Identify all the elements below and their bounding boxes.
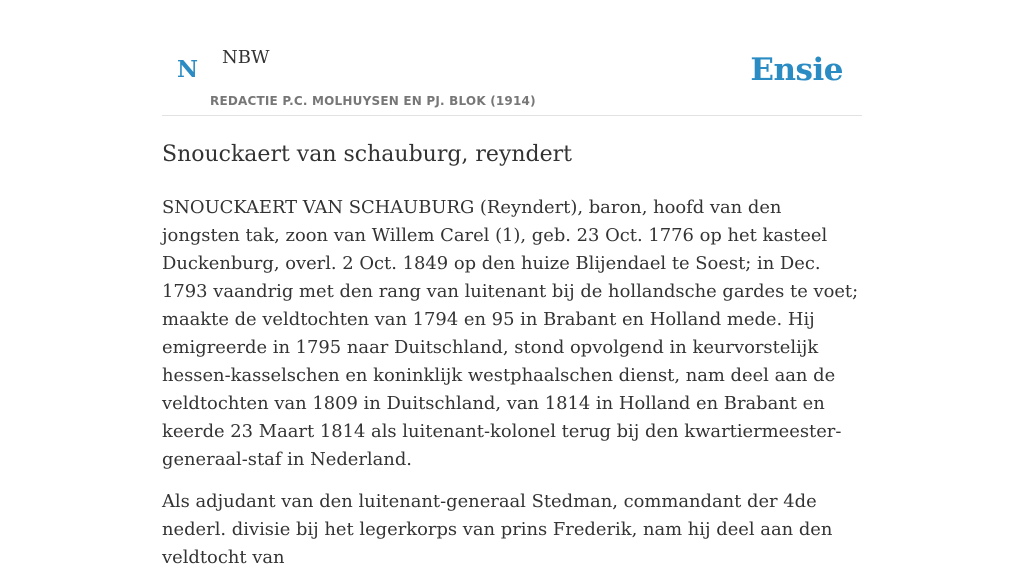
source-name-link[interactable]: NBW	[222, 47, 270, 68]
article-body	[162, 194, 862, 572]
article-paragraph: SNOUCKAERT VAN SCHAUBURG (Reyndert), baron, hoofd van den jongsten tak, zoon van Willem Carel (1), geb. 23 Oct. 1776 op het kasteel Duckenburg, overl. 2 Oct. 1849 op den huize Blijendael te Soest; in Dec. 1793 vaandrig met den rang van luitenant bij de hollandsche gardes te voet; maakte de veldtochten van 1794 en 95 in Brabant en Holland mede. Hij emigreerde in 1795 naar Duitschland, stond opvolgend in keurvorstelijk hessen-kasselschen en koninklijk westphaalschen dienst, nam deel aan de veldtochten van 1809 in Duitschland, van 1814 in Holland en Brabant en keerde 23 Maart 1814 als luitenant-kolonel terug bij den kwartiermeester-generaal-staf in Nederland.	[162, 197, 859, 470]
source-editors: REDACTIE P.C. MOLHUYSEN EN PJ. BLOK (1914)	[210, 94, 536, 108]
source-logo[interactable]: N	[177, 56, 199, 83]
source-header	[162, 0, 862, 116]
article-paragraph: Als adjudant van den luitenant-generaal Stedman, commandant der 4de nederl. divisie bij het legerkorps van prins Frederik, nam hij deel aan den veldtocht van	[162, 491, 833, 568]
ensie-brand-logo[interactable]: Ensie	[750, 52, 843, 88]
article-page	[162, 0, 862, 568]
article-title: Snouckaert van schauburg, reyndert	[162, 142, 572, 167]
